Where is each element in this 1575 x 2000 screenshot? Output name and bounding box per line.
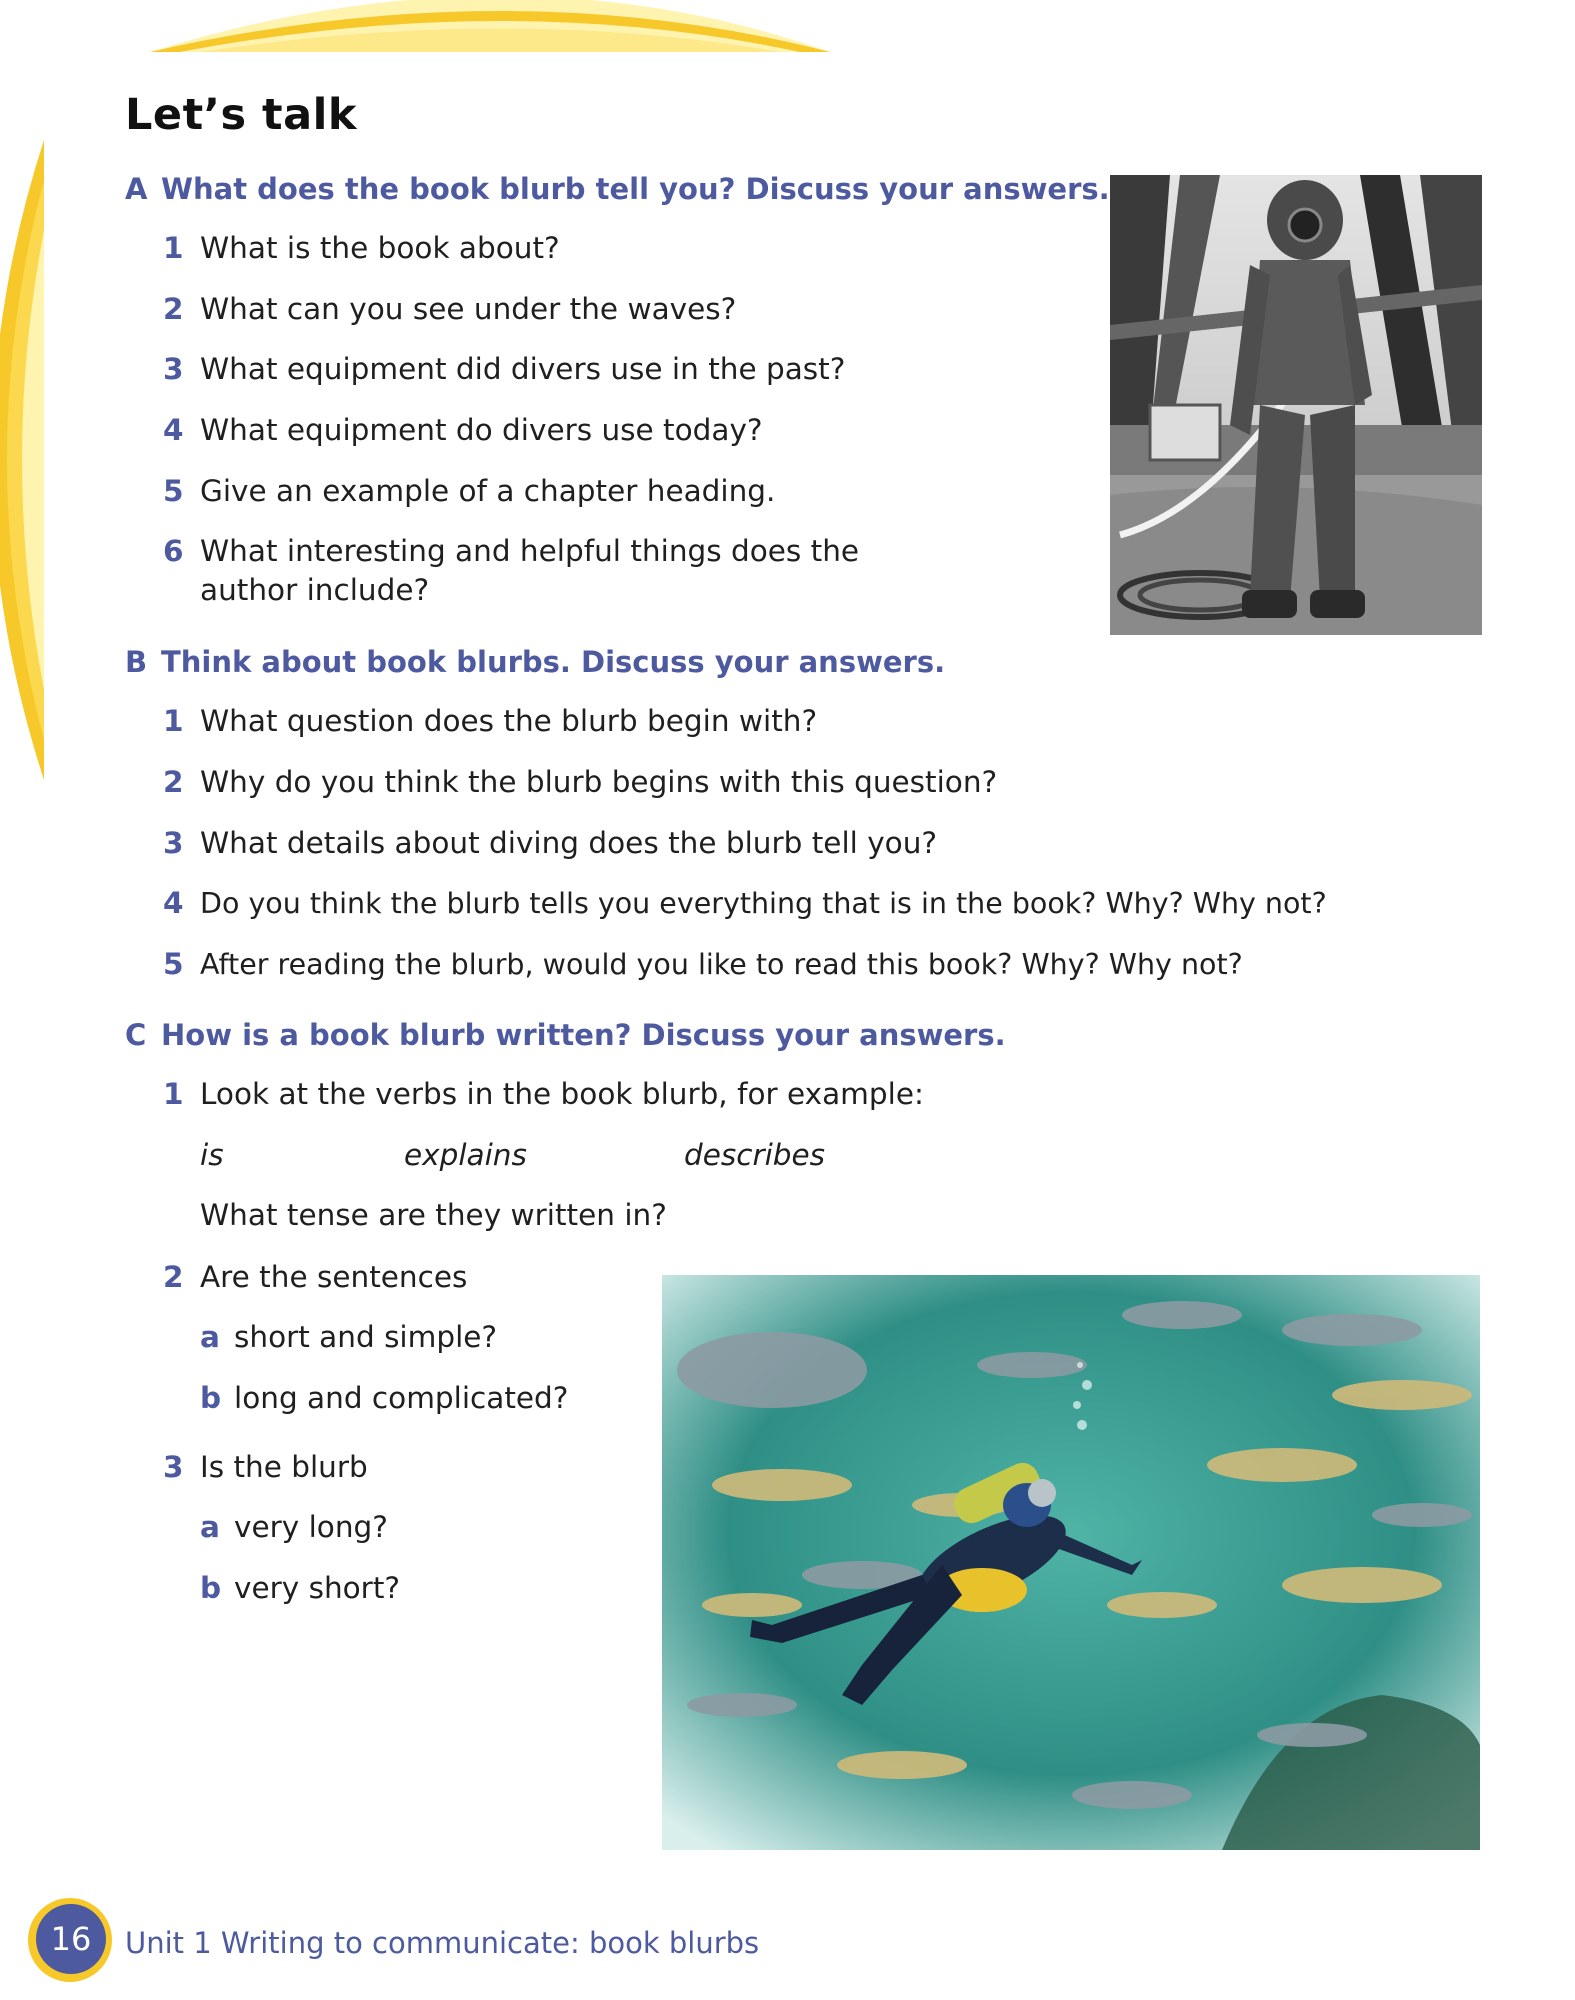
question-a5 (163, 472, 775, 511)
question-text: What interesting and helpful things does the author include? (200, 534, 860, 607)
question-text: Give an example of a chapter heading. (200, 474, 776, 508)
option-letter: b (200, 1381, 222, 1415)
section-c-heading-text: How is a book blurb written? Discuss your answers. (161, 1018, 1006, 1052)
question-number: 1 (163, 1077, 184, 1111)
question-a3 (163, 350, 845, 389)
question-number: 5 (163, 947, 184, 981)
question-text: What can you see under the waves? (200, 292, 737, 326)
section-b-heading (125, 645, 945, 679)
section-c-heading (125, 1018, 1006, 1052)
question-number: 1 (163, 704, 184, 738)
question-number: 2 (163, 1260, 184, 1294)
page-number: 16 (36, 1904, 106, 1974)
option-c2b (200, 1381, 568, 1415)
section-c-letter: C (125, 1018, 147, 1052)
option-text: very short? (234, 1571, 401, 1605)
question-number: 5 (163, 474, 184, 508)
question-text: Look at the verbs in the book blurb, for example: (200, 1077, 924, 1111)
question-c3 (163, 1448, 368, 1487)
question-b1 (163, 702, 817, 741)
question-c1 (163, 1075, 924, 1114)
question-number: 2 (163, 292, 184, 326)
option-text: short and simple? (234, 1320, 498, 1354)
option-c3a (200, 1510, 388, 1544)
question-b5 (163, 945, 1243, 984)
question-text: What is the book about? (200, 231, 560, 265)
section-a-heading (125, 172, 1110, 206)
question-b3 (163, 824, 937, 863)
question-b2 (163, 763, 997, 802)
example-verb-explains: explains (404, 1138, 527, 1172)
underwater-diver-photo (662, 1275, 1480, 1850)
vintage-diver-photo (1110, 175, 1482, 635)
question-number: 3 (163, 352, 184, 386)
question-c2 (163, 1258, 467, 1297)
option-letter: b (200, 1571, 222, 1605)
question-text: What equipment do divers use today? (200, 413, 763, 447)
option-text: long and complicated? (234, 1381, 569, 1415)
question-a2 (163, 290, 736, 329)
question-text: Why do you think the blurb begins with this question? (200, 765, 998, 799)
question-number: 6 (163, 534, 184, 568)
page-number-badge (28, 1898, 112, 1982)
example-verb-is: is (200, 1138, 224, 1172)
example-verb-describes: describes (684, 1138, 826, 1172)
footer-unit-title: Unit 1 Writing to communicate: book blurbs (125, 1926, 760, 1960)
question-number: 4 (163, 413, 184, 447)
question-a4 (163, 411, 763, 450)
question-text: After reading the blurb, would you like to read this book? Why? Why not? (200, 948, 1243, 981)
decorative-arc-top (0, 0, 1575, 60)
question-text: What question does the blurb begin with? (200, 704, 818, 738)
section-b-heading-text: Think about book blurbs. Discuss your answers. (161, 645, 946, 679)
question-number: 4 (163, 886, 184, 920)
question-number: 3 (163, 1450, 184, 1484)
question-text: What equipment did divers use in the past? (200, 352, 846, 386)
question-a6 (163, 532, 859, 610)
page-title: Let’s talk (125, 90, 357, 140)
question-number: 2 (163, 765, 184, 799)
option-c2a (200, 1320, 497, 1354)
question-number: 3 (163, 826, 184, 860)
question-number: 1 (163, 231, 184, 265)
question-text: Is the blurb (200, 1450, 368, 1484)
question-text: What details about diving does the blurb tell you? (200, 826, 938, 860)
option-letter: a (200, 1320, 220, 1354)
question-a1 (163, 229, 560, 268)
question-b4 (163, 884, 1327, 923)
question-text: Are the sentences (200, 1260, 468, 1294)
section-a-letter: A (125, 172, 148, 206)
option-text: very long? (234, 1510, 388, 1544)
option-c3b (200, 1571, 400, 1605)
section-b-letter: B (125, 645, 148, 679)
section-a-heading-text: What does the book blurb tell you? Discuss your answers. (161, 172, 1110, 206)
option-letter: a (200, 1510, 220, 1544)
question-text: Do you think the blurb tells you everything that is in the book? Why? Why not? (200, 887, 1327, 920)
decorative-arc-left (0, 140, 60, 780)
question-c1-followup: What tense are they written in? (200, 1198, 667, 1232)
